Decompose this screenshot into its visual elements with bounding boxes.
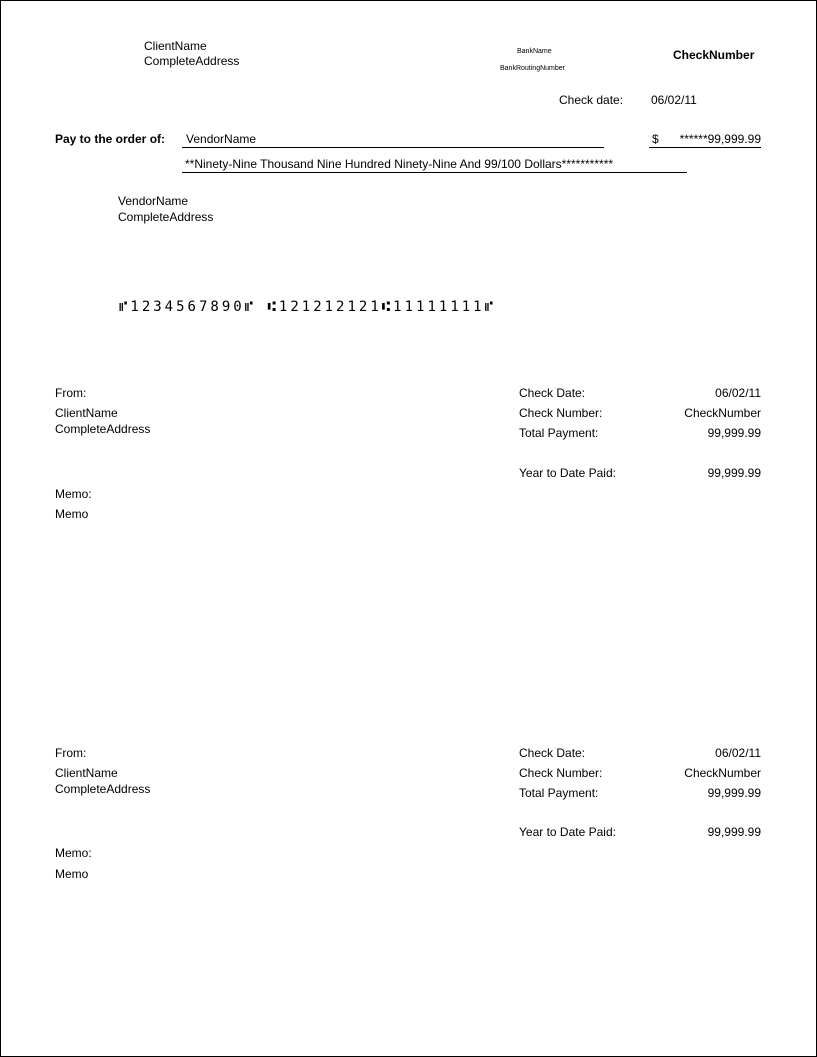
- stub-total-payment-label: Total Payment:: [519, 426, 599, 440]
- stub-total-payment: 99,999.99: [707, 786, 761, 800]
- stub-check-date-label: Check Date:: [519, 746, 586, 760]
- check-amount: ******99,999.99: [649, 131, 761, 148]
- memo-label: Memo:: [55, 846, 92, 860]
- memo-text: Memo: [55, 867, 89, 881]
- from-label: From:: [55, 746, 87, 760]
- bank-routing-number: BankRoutingNumber: [500, 65, 565, 72]
- stub-check-date-label: Check Date:: [519, 386, 586, 400]
- check-date-value: 06/02/11: [651, 93, 697, 107]
- client-address: CompleteAddress: [144, 54, 240, 68]
- stub-check-number-label: Check Number:: [519, 766, 603, 780]
- stub-ytd-label: Year to Date Paid:: [519, 466, 616, 480]
- stub-client-address: CompleteAddress: [55, 422, 151, 436]
- stub-check-number-label: Check Number:: [519, 406, 603, 420]
- stub-check-number: CheckNumber: [684, 406, 761, 420]
- bank-name: BankName: [517, 48, 552, 55]
- pay-to-label: Pay to the order of:: [55, 132, 166, 146]
- micr-line: ⑈1234567890⑈ ⑆121212121⑆11111111⑈: [119, 299, 497, 315]
- amount-in-words: **Ninety-Nine Thousand Nine Hundred Ninety-Nine And 99/100 Dollars***********: [182, 156, 687, 173]
- stub-client-name: ClientName: [55, 406, 118, 420]
- stub-ytd: 99,999.99: [707, 825, 761, 839]
- payee-name: VendorName: [182, 131, 604, 148]
- check-number: CheckNumber: [673, 48, 755, 62]
- vendor-address: CompleteAddress: [118, 210, 214, 224]
- stub-ytd-label: Year to Date Paid:: [519, 825, 616, 839]
- currency-symbol: $: [652, 132, 659, 146]
- stub-check-date: 06/02/11: [715, 746, 761, 760]
- stub-ytd: 99,999.99: [707, 466, 761, 480]
- stub-check-date: 06/02/11: [715, 386, 761, 400]
- stub-check-number: CheckNumber: [684, 766, 761, 780]
- stub-total-payment: 99,999.99: [707, 426, 761, 440]
- stub-total-payment-label: Total Payment:: [519, 786, 599, 800]
- memo-label: Memo:: [55, 487, 92, 501]
- stub-client-address: CompleteAddress: [55, 782, 151, 796]
- check-date-label: Check date:: [559, 93, 624, 107]
- vendor-name: VendorName: [118, 194, 189, 208]
- from-label: From:: [55, 386, 87, 400]
- stub-client-name: ClientName: [55, 766, 118, 780]
- memo-text: Memo: [55, 507, 89, 521]
- client-name: ClientName: [144, 39, 207, 53]
